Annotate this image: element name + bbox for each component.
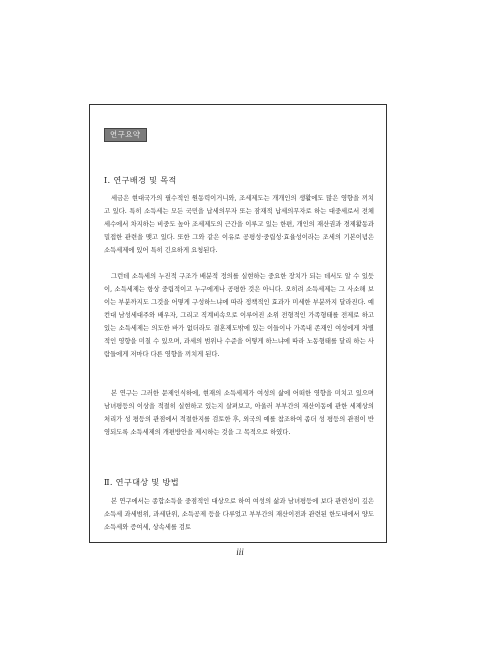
section-2-paragraph-1: 본 연구에서는 종합소득을 중점적인 대상으로 하여 여성의 삶과 남녀평등에 보다 관련성이 깊은 소득세 과세범위, 과세단위, 소득공제 등을 다루었고 부부간의 재산이전과 관련된 한도내에서 양도소득세와 증여세, 상속세를 검토	[104, 498, 374, 531]
section-1-title: Ⅰ. 연구배경 및 목적	[104, 175, 177, 185]
section-1-paragraph-2: 그런데 소득세의 누진적 구조가 배분적 정의를 실현하는 중요한 장치가 되는 데서도 알 수 있듯이, 소득세제는 항상 중립적이고 누구에게나 공평한 것은 아니다. 오히려 소득세제는 그 사소해 보이는 부분까지도 그것을 어떻게 구성하느냐에 따라 정책적인 효과가 미세한 부분까지 달라진다. 예컨대 남성세대주와 배우자, 그리고 직계비속으로 이루어진 소위 전형적인 가족형태를 전제로 하고 있는 소득세제는 의도한 바가 없더라도 결혼제도밖에 있는 이들이나 가족내 존재인 여성에게 차별적인 영향을 미칠 수 있으며, 과세의 범위나 수준을 어떻게 하느냐에 따라 노동형태를 달리 하는 사람들에게 저마다 다른 영향을 끼치게 된다.	[104, 273, 374, 358]
summary-frame	[89, 104, 387, 543]
section-1-paragraph-1: 세금은 현대국가의 필수적인 원동력이거니와, 조세제도는 개개인의 생활에도 많은 영향을 끼치고 있다. 특히 소득세는 모든 국민을 납세의무자 또는 잠재적 납세의무자로 하는 대중세로서 전체 세수에서 차지하는 비중도 높아 조세제도의 근간을 이루고 있는 한편, 개인의 재산권과 경제활동과 밀접한 관련을 맺고 있다. 또한 그와 같은 이유로 공평성·중립성·효율성이라는 조세의 기본이념은 소득세제에 있어 특히 긴요하게 요청된다.	[104, 195, 374, 254]
page-number: iii	[236, 547, 244, 557]
section-badge: 연구요약	[104, 128, 147, 142]
section-2-title: Ⅱ. 연구대상 및 방법	[104, 477, 179, 487]
section-1-paragraph-3: 본 연구는 그러한 문제인식하에, 현재의 소득세제가 여성의 삶에 어떠한 영향을 미치고 있으며 남녀평등의 이상을 적절히 실현하고 있는지 살펴보고, 아울러 부부간의 재산이동에 관한 세제상의 처리가 성 평등의 관점에서 적절한지를 검토한 후, 외국의 예를 참조하여 좀더 성 평등의 관점이 반영되도록 소득세제의 개편방안을 제시하는 것을 그 목적으로 하였다.	[104, 390, 374, 436]
